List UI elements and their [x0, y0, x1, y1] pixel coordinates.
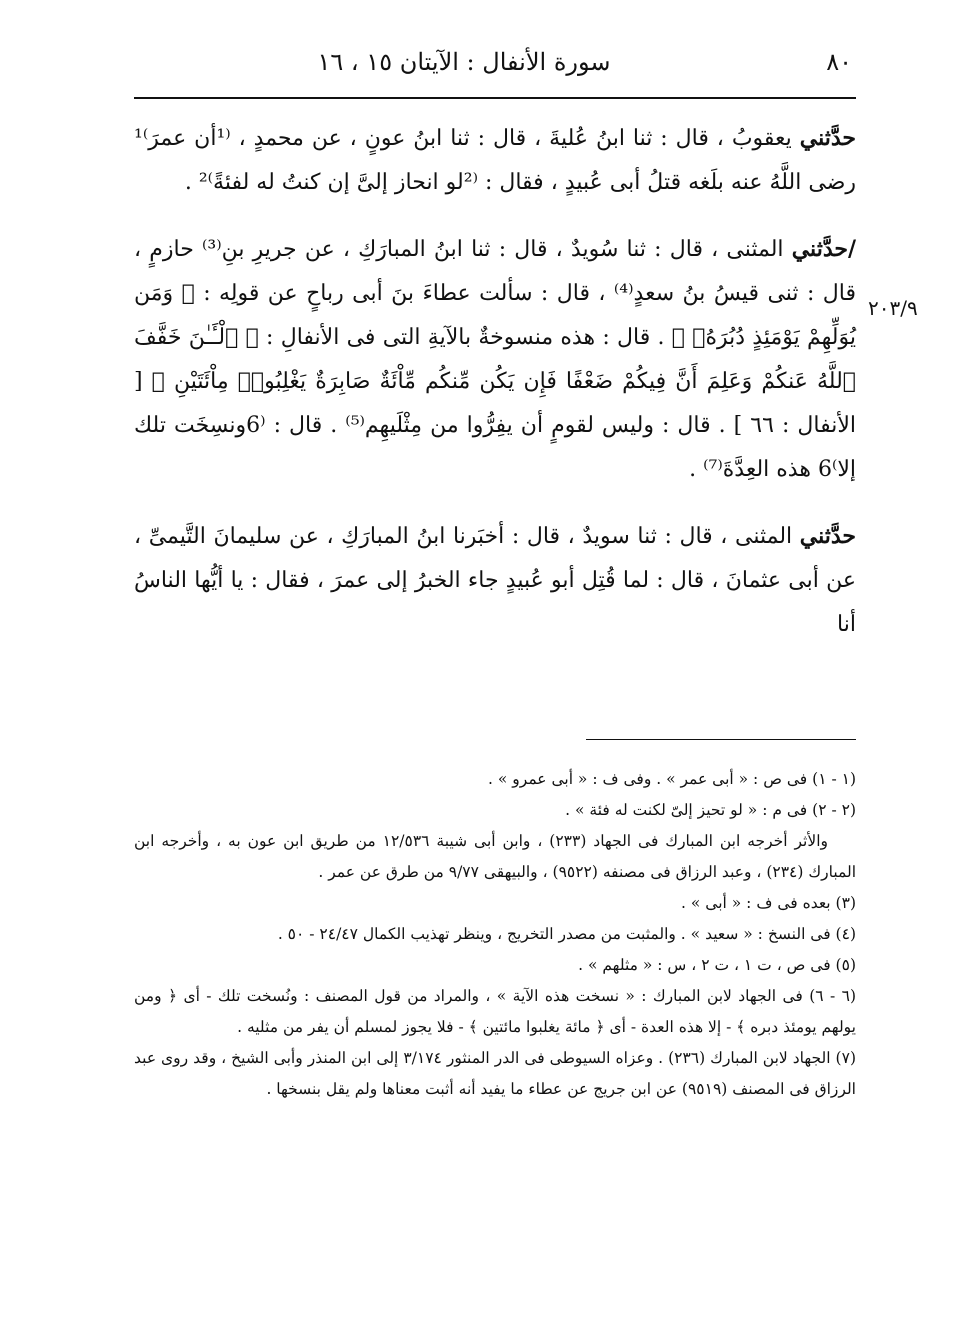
footnote: (٥) فى ص ، ت ١ ، ت ٢ ، س : « مثلهم » .	[578, 956, 856, 974]
footnote: (١ - ١) فى ص : « أبى عمر » . وفى ف : « أبى عمرو » .	[488, 770, 856, 788]
footnote-separator	[586, 739, 856, 740]
paragraph-body: المثنى ، قال : ثنا سويدٌ ، قال : أخبَرنا ابنُ المبارَكِ ، عن سليمانَ التَّيمىِّ ، عن أبى عثمانَ ، قال : لما قُتِل أبو عُبيدٍ جاء الخبرُ إلى عمرَ ، فقال : يا أيُّها الناسُ أنا	[134, 524, 856, 637]
footnote: والأثر أخرجه ابن المبارك فى الجهاد (٢٣٣) ، وابن أبى شيبة ١٢/٥٣٦ من طريق ابن عون به ، وأخرجه ابن المبارك (٢٣٤) ، وعبد الرزاق فى مصنفه (٩٥٢٢) ، والبيهقى ٩/٧٧ من طرق عن عمر .	[134, 832, 856, 881]
paragraph-1	[134, 116, 856, 205]
footnotes	[134, 764, 856, 1105]
paragraph-3	[134, 514, 856, 647]
header-rule	[134, 97, 856, 99]
footnote: (٣) بعده فى ف : « أبى » .	[681, 894, 856, 912]
running-title: سورة الأنفال : الآيتان ١٥ ، ١٦	[317, 48, 611, 76]
paragraph-2	[134, 227, 856, 492]
page-number: ٨٠	[826, 48, 852, 76]
page-header	[134, 44, 856, 100]
footnote: (٢ - ٢) فى م : « لو تحيز إلىّ لكنت له فئة » .	[565, 801, 856, 819]
paragraph-lead: حدَّثني	[799, 523, 857, 549]
footnote: (٤) فى النسخ : « سعيد » . والمثبت من مصدر التخريج ، وينظر تهذيب الكمال ٢٤/٤٧ - ٥٠ .	[277, 925, 856, 943]
margin-reference: ٢٠٣/٩	[868, 296, 918, 320]
footnote: (٦ - ٦) فى الجهاد لابن المبارك : « نسخت هذه الآية » ، والمراد من قول المصنف : ونُسخت تلك - أى ﴿ ومن يولهم يومئذ دبره ﴾ - إلا هذه العدة - أى ﴿ مائة يغلبوا مائتين ﴾ - فلا يجوز لمسلم أن يفر من مثليه .	[134, 987, 856, 1036]
footnote: (٧) الجهاد لابن المبارك (٢٣٦) . وعزاه السيوطى فى الدر المنثور ٣/١٧٤ إلى ابن المنذر وأبى الشيخ ، وقد روى عبد الرزاق فى المصنف (٩٥١٩) عن ابن جريج عن عطاء ما يفيد أنه أثبت معناها ولم يقل بنسخها .	[134, 1049, 856, 1098]
paragraph-body: المثنى ، قال : ثنا سُويدٌ ، قال : ثنا ابنُ المبارَكِ ، عن جريرِ بنِ⁽³⁾ حازمٍ ، قال : ثنى قيسُ بنُ سعدٍ⁽⁴⁾ ، قال : سألت عطاءَ بنَ أبى رباحٍ عن قولِه : ﴿ وَمَن يُوَلِّهِمْ يَوْمَئِذٍ دُبُرَهُۥ ﴾ . قال : هذه منسوخةٌ بالآيةِ التى فى الأنفالِ : ﴿ ٱلْـَٔـٰنَ خَفَّفَ ٱللَّهُ عَنكُمْ وَعَلِمَ أَنَّ فِيكُمْ ضَعْفًا فَإِن يَكُن مِّنكُم مِّاْئَةٌ صَابِرَةٌ يَغْلِبُوا۟ مِاْئَتَيْنِ ﴾ [ الأنفال : ٦٦ ] . قال : وليس لقومٍ أن يفِرُّوا من مِثْلَيهِم⁽⁵⁾ . قال : ⁽6ونسِخَت تلك إلا⁾6 هذه العِدَّةَ⁽⁷⁾ .	[134, 237, 856, 482]
paragraph-body: يعقوبُ ، قال : ثنا ابنُ عُليةَ ، قال : ثنا ابنُ عونٍ ، عن محمدٍ ، ⁽¹أن عمرَ⁾¹ رضى اللَّهُ عنه بلَغه قتلُ أبى عُبيدٍ ، فقال : ⁽²لو انحاز إلىَّ إن كنتُ له لفئةً⁾² .	[134, 126, 856, 195]
main-text	[134, 116, 856, 669]
paragraph-lead: /حدَّثني	[791, 236, 856, 262]
paragraph-lead: حدَّثني	[799, 125, 856, 151]
